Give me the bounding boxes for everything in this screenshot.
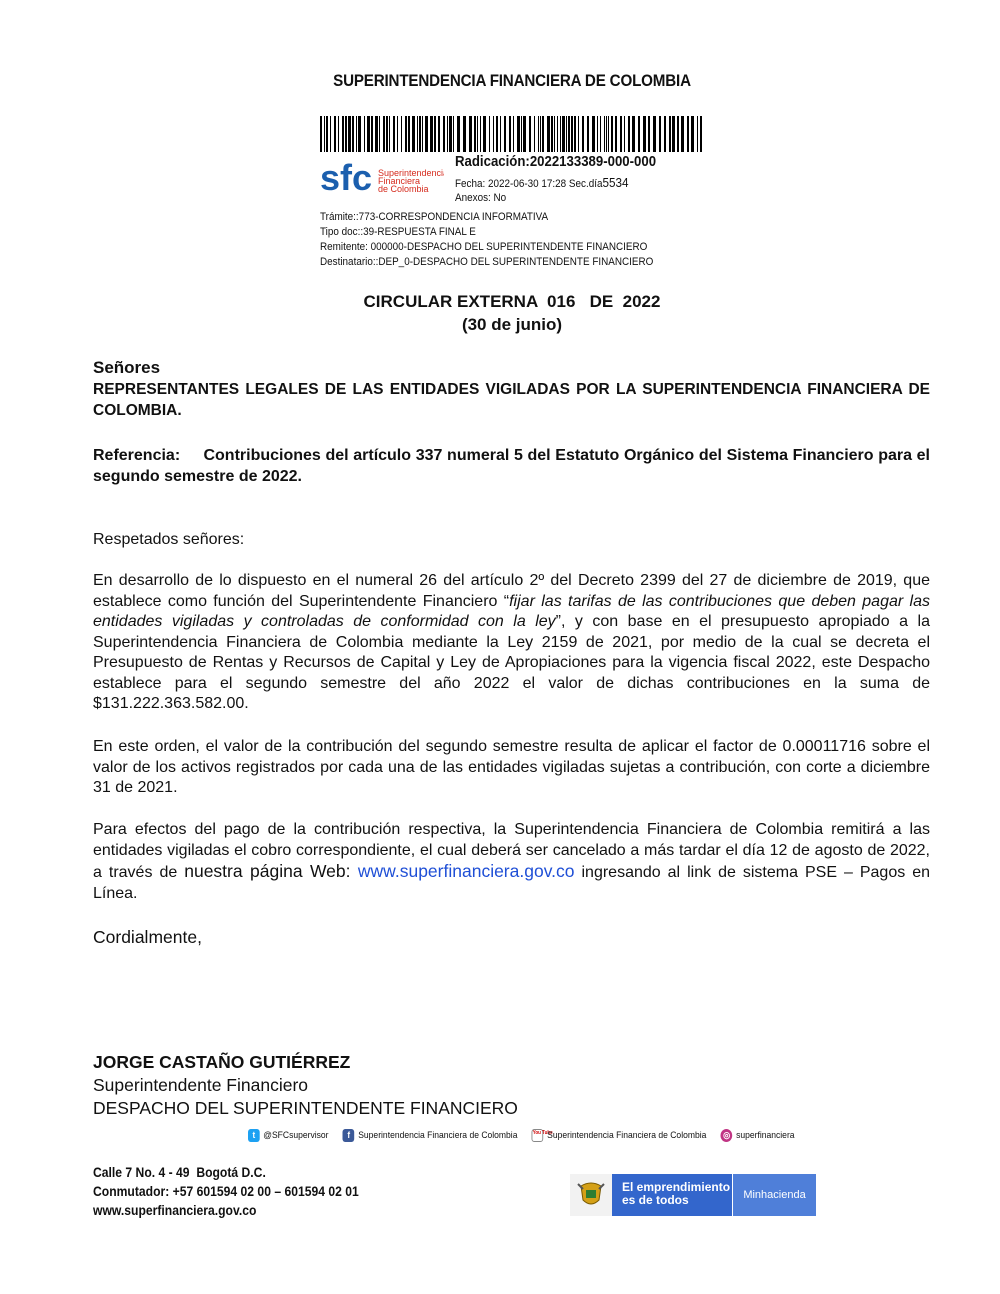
barcode (320, 116, 704, 152)
facebook-page[interactable]: Superintendencia Financiera de Colombia (358, 1130, 518, 1141)
government-banner (570, 1174, 816, 1216)
p3-part1: Para efectos del pago de la contribución respectiva, la Superintendencia Financiera de Colombia remitirá a las entidades vigiladas el cobro correspondiente, el cual deberá ser cancelado a más tardar el día 12 de agosto de 2022, a través de (93, 821, 930, 881)
radicacion-number: Radicación:2022133389-000-000 (455, 153, 657, 170)
ministry-label: Minhacienda (732, 1174, 816, 1216)
reference-label: Referencia: (93, 447, 181, 464)
radicacion-anexos: Anexos: No (455, 192, 507, 204)
address-line: Calle 7 No. 4 - 49 Bogotá D.C. (93, 1165, 266, 1180)
reference-text: Contribuciones del artículo 337 numeral 5 del Estatuto Orgánico del Sistema Financiero para el segundo semestre de 2022. (93, 447, 931, 485)
instagram-icon[interactable]: ◎ (721, 1129, 733, 1142)
website-link[interactable]: www.superfinanciera.gov.co (357, 861, 575, 881)
meta-destinatario: Destinatario::DEP_0-DESPACHO DEL SUPERINTENDENTE FINANCIERO (320, 256, 654, 268)
slogan (612, 1174, 732, 1216)
phone-line: Conmutador: +57 601594 02 00 – 601594 02 01 (93, 1184, 359, 1199)
footer-address (93, 1163, 359, 1220)
slogan-line2: es de todos (622, 1193, 689, 1207)
youtube-channel[interactable]: Superintendencia Financiera de Colombia (547, 1130, 707, 1141)
logo-line3: de Colombia (378, 184, 429, 194)
logo-acronym: sfc (320, 158, 373, 196)
signer-department: DESPACHO DEL SUPERINTENDENTE FINANCIERO (93, 1098, 518, 1118)
slogan-line1: El emprendimiento (622, 1180, 731, 1194)
signer-name: JORGE CASTAÑO GUTIÉRREZ (93, 1052, 351, 1072)
signer-role: Superintendente Financiero (93, 1075, 309, 1095)
paragraph-2: En este orden, el valor de la contribución del segundo semestre resulta de aplicar el factor de 0.00011716 sobre el valor de los activos registrados por cada una de las entidades vigiladas sujetas a contribución, con corte a diciembre 31 de 2021. (93, 738, 930, 796)
twitter-icon[interactable]: t (248, 1129, 260, 1142)
circular-title (0, 290, 1000, 336)
paragraph-1 (93, 571, 930, 715)
sfc-logo (320, 158, 444, 196)
p3-part2: ingresando al link de sistema PSE – Pagos en Línea. (93, 864, 931, 902)
radicacion-fecha (455, 175, 629, 190)
p1-part2: ”, y con base en el presupuesto apropiado a la Superintendencia Financiera de Colombia mediante la Ley 2159 de 2021, por medio de la cual se decreta el Presupuesto de Rentas y Recursos de Capital y Ley de Apropiaciones para la vigencia fiscal 2022, este Despacho establece para el segundo semestre del año 2022 el valor de dichas contribuciones en la suma de $131.222.363.582.00. (93, 613, 930, 712)
logo-line2: Financiera (378, 176, 421, 186)
institution-header: SUPERINTENDENCIA FINANCIERA DE COLOMBIA (333, 72, 691, 90)
paragraph-3 (93, 820, 930, 904)
logo-line1: Superintendencia (378, 168, 444, 178)
closing: Cordialmente, (93, 927, 202, 947)
circular-number: CIRCULAR EXTERNA 016 DE 2022 (363, 292, 661, 311)
p1-italic: fijar las tarifas de las contribuciones que deben pagar las entidades vigiladas y controladas de conformidad con la ley (93, 592, 931, 630)
meta-remitente: Remitente: 000000-DESPACHO DEL SUPERINTENDENTE FINANCIERO (320, 241, 648, 253)
fecha-text: Fecha: 2022-06-30 17:28 Sec.día (455, 178, 603, 190)
salutation-head: Señores (93, 358, 161, 377)
facebook-icon[interactable]: f (343, 1129, 355, 1142)
addressee: REPRESENTANTES LEGALES DE LAS ENTIDADES VIGILADAS POR LA SUPERINTENDENCIA FINANCIERA DE COLOMBIA. (93, 381, 930, 419)
p1-part1: En desarrollo de lo dispuesto en el numeral 26 del artículo 2º del Decreto 2399 del 27 de diciembre de 2019, que establece como función del Superintendente Financiero “ (93, 572, 930, 610)
twitter-handle[interactable]: @SFCsupervisor (263, 1130, 329, 1141)
reference (93, 446, 930, 487)
web-line[interactable]: www.superfinanciera.gov.co (93, 1203, 257, 1218)
sec-number: 5534 (602, 175, 629, 190)
youtube-icon[interactable]: You Tube (532, 1129, 544, 1142)
circular-date: (30 de junio) (461, 315, 563, 334)
p3-part-large: nuestra página Web: (184, 861, 358, 881)
meta-tramite: Trámite::773-CORRESPONDENCIA INFORMATIVA (320, 211, 549, 223)
meta-tipo-doc: Tipo doc::39-RESPUESTA FINAL E (320, 226, 476, 238)
instagram-handle[interactable]: superfinanciera (736, 1130, 795, 1141)
colombia-crest-icon (570, 1174, 612, 1216)
social-links (248, 1129, 795, 1142)
greeting: Respetados señores: (93, 531, 245, 548)
